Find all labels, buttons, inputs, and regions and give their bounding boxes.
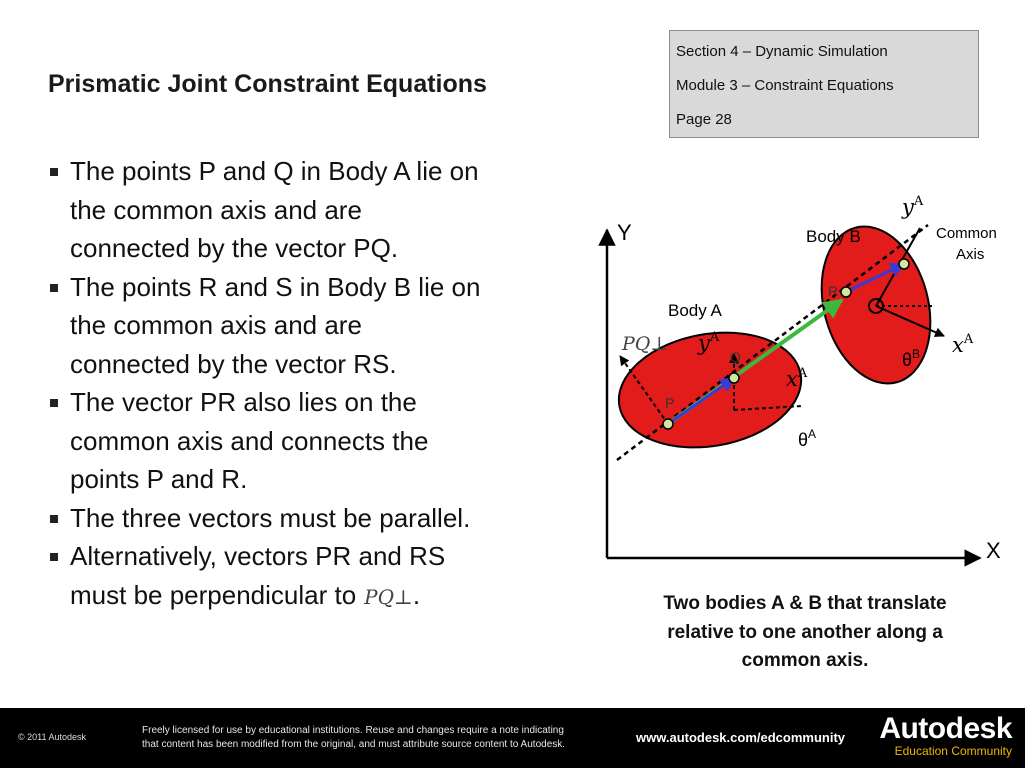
copyright-text: © 2011 Autodesk	[18, 732, 87, 742]
license-line: Freely licensed for use by educational institutions. Reuse and changes require a note indicating	[142, 725, 564, 736]
body-a-y-letter: y	[698, 331, 710, 355]
bullet-text: The points R and S in Body B lie on the common axis and are connected by the vector RS.	[70, 271, 481, 379]
license-line: that content has been modified from the original, and must attribute source content to Autodesk.	[142, 739, 566, 750]
x-axis-label: X	[986, 538, 1001, 563]
theta-a-label	[798, 427, 816, 450]
figure-caption	[630, 590, 980, 676]
y-axis-label: Y	[617, 220, 632, 245]
bullet-period: .	[412, 579, 421, 610]
global-y-a-label	[901, 194, 924, 219]
bullet-text: Alternatively, vectors PR and RS must be perpendicular to	[70, 541, 446, 610]
body-b-x-letter: x	[952, 333, 964, 357]
bullet-text: The three vectors must be parallel.	[70, 502, 471, 533]
slide-title: Prismatic Joint Constraint Equations	[48, 70, 487, 98]
point-q-marker	[729, 373, 739, 383]
footer-bar	[0, 708, 1025, 768]
point-r-label: R	[828, 283, 839, 299]
point-q-label: Q	[730, 349, 741, 365]
body-a-x-sup: A	[797, 366, 808, 381]
autodesk-logo	[862, 712, 1012, 758]
theta-a-sup: A	[808, 427, 817, 441]
page-label: Page 28	[676, 111, 732, 128]
body-b-x-label	[952, 332, 974, 357]
common-axis-label-line1: Common	[936, 225, 997, 242]
body-a-label: Body A	[668, 301, 722, 320]
caption-line: Two bodies A & B that translate	[663, 593, 947, 614]
brand-subtitle: Education Community	[894, 744, 1012, 758]
global-y-a-letter: y	[902, 195, 914, 219]
body-a-x-letter: x	[786, 367, 798, 391]
point-p-marker	[663, 419, 673, 429]
caption-line: relative to one another along a	[667, 621, 943, 643]
module-label: Module 3 – Constraint Equations	[676, 77, 894, 94]
license-text	[142, 724, 622, 752]
body-b-label: Body B	[806, 227, 861, 246]
section-label: Section 4 – Dynamic Simulation	[676, 43, 888, 60]
theta-b-sup: B	[912, 347, 921, 361]
caption-line: common axis.	[741, 650, 869, 671]
theta-b-letter: θ	[902, 350, 913, 370]
bullet-text: The points P and Q in Body A lie on the common axis and are connected by the vector PQ.	[70, 156, 479, 263]
bullet-text: The vector PR also lies on the common axis and connects the points P and R.	[70, 387, 429, 494]
pq-perp-symbol: PQ⊥	[364, 584, 413, 609]
brand-name: Autodesk	[879, 712, 1012, 745]
common-axis-label-line2: Axis	[956, 246, 985, 263]
body-a-x-label	[786, 366, 808, 391]
point-s-marker	[899, 259, 909, 269]
global-y-a-sup: A	[913, 194, 924, 209]
point-p-label: P	[665, 395, 675, 411]
edcommunity-link[interactable]: www.autodesk.com/edcommunity	[636, 730, 846, 745]
point-r-marker	[841, 287, 851, 297]
pq-perp-label: PQ⊥	[622, 333, 669, 355]
theta-a-letter: θ	[798, 430, 809, 450]
body-b-x-sup: A	[963, 332, 974, 347]
body-a-y-sup: A	[709, 330, 720, 345]
